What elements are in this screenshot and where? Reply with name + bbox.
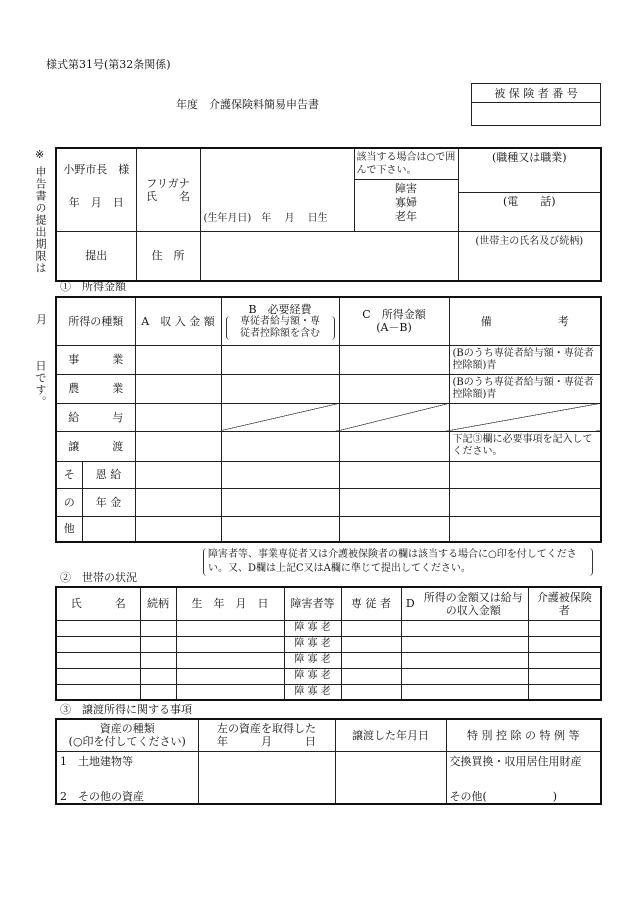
hh2-dependent[interactable] xyxy=(341,636,401,652)
section1-title: ① 所得金額 xyxy=(60,280,126,293)
address-label: 住 所 xyxy=(136,231,200,281)
acquired-header-line2: 年 月 日 xyxy=(217,735,316,749)
addressee: 小野市長 様 xyxy=(63,163,130,176)
hh1-insured[interactable] xyxy=(528,620,601,636)
asset-type-header-line1: 資産の種類 xyxy=(99,722,155,736)
asset-type-header xyxy=(56,719,198,751)
form-number: 様式第31号(第32条関係) xyxy=(46,58,171,71)
pension-benefit-b[interactable] xyxy=(221,461,339,488)
other-c[interactable] xyxy=(339,516,449,542)
hh3-insured[interactable] xyxy=(528,652,601,668)
asset-type-header-line2: (○印を付してください) xyxy=(68,735,186,749)
deadline-day: 日です。 xyxy=(34,360,47,408)
income-c-header-line1: C 所得金額 xyxy=(362,308,426,322)
other-char-1: そ xyxy=(56,461,82,488)
pension-remarks[interactable] xyxy=(449,488,601,516)
hh5-dependent[interactable] xyxy=(341,684,401,700)
remarks-header: 備 考 xyxy=(449,297,601,345)
acquired-header-line1: 左の資産を取得した xyxy=(217,722,316,736)
occupation-field[interactable] xyxy=(458,148,601,192)
hh1-status[interactable]: 障 寡 老 xyxy=(284,620,341,636)
household-table xyxy=(55,586,602,701)
hh5-status[interactable]: 障 寡 老 xyxy=(284,684,341,700)
transfer-note: 下記③欄に必要事項を記入してください。 xyxy=(449,431,601,461)
pension-a[interactable] xyxy=(135,488,221,516)
special-cell[interactable] xyxy=(446,751,601,804)
hh-disabled-header: 障害者等 xyxy=(284,587,341,620)
acquired-header xyxy=(198,719,335,751)
row-business: 事 業 xyxy=(56,345,135,374)
pension-benefit-a[interactable] xyxy=(135,461,221,488)
household-note: 障害者等、事業専従者又は介護被保険者の欄は該当する場合に○印を付してください。又、D欄は上記C又はA欄に準じて提出してください。 xyxy=(203,548,593,576)
other-char-3: 他 xyxy=(56,516,82,542)
income-b-header-line2: 専従者給与額・専 xyxy=(240,315,320,327)
addressee-cell xyxy=(56,148,136,231)
row-pension: 年 金 xyxy=(82,488,135,516)
hh4-birth[interactable] xyxy=(176,668,284,684)
hh-dependent-header: 専 従 者 xyxy=(341,587,401,620)
agriculture-c[interactable] xyxy=(339,374,449,403)
asset-type-cell[interactable] xyxy=(56,751,198,804)
householder-label: (世帯主の氏名及び続柄) xyxy=(475,235,584,247)
hh4-name[interactable] xyxy=(56,668,140,684)
salary-b-crossed xyxy=(221,403,339,431)
hh5-insured[interactable] xyxy=(528,684,601,700)
hh3-status[interactable]: 障 寡 老 xyxy=(284,652,341,668)
insured-number-box xyxy=(471,83,601,126)
hh2-income[interactable] xyxy=(401,636,528,652)
salary-remarks-crossed xyxy=(449,403,601,431)
special-exchange[interactable]: 交換買換・収用居住用財産 xyxy=(449,754,582,768)
note-mark: ※ xyxy=(35,148,45,161)
income-type-header: 所得の種類 xyxy=(56,297,135,345)
hh3-income[interactable] xyxy=(401,652,528,668)
transfer-date-header: 譲渡した年月日 xyxy=(335,719,446,751)
submit-cell xyxy=(56,231,136,281)
insured-number-field[interactable] xyxy=(472,103,601,126)
status-disabled[interactable]: 障害 xyxy=(395,182,417,195)
business-b[interactable] xyxy=(221,345,339,374)
salary-c-crossed xyxy=(339,403,449,431)
hh5-birth[interactable] xyxy=(176,684,284,700)
hh4-insured[interactable] xyxy=(528,668,601,684)
hh4-income[interactable] xyxy=(401,668,528,684)
asset-other[interactable]: 2 その他の資産 xyxy=(60,789,144,803)
submit-label: 提出 xyxy=(85,249,108,263)
submit-date: 年 月 日 xyxy=(68,196,124,209)
name-field[interactable] xyxy=(200,148,354,231)
income-c-header xyxy=(339,297,449,345)
applicant-table xyxy=(55,147,602,282)
other-b[interactable] xyxy=(221,516,339,542)
hh-relation-header: 続柄 xyxy=(140,587,176,620)
income-table xyxy=(55,296,602,543)
hh-birth-header: 生 年 月 日 xyxy=(176,587,284,620)
hh1-birth[interactable] xyxy=(176,620,284,636)
hh1-relation[interactable] xyxy=(140,620,176,636)
row-salary: 給 与 xyxy=(56,403,135,431)
agriculture-a[interactable] xyxy=(135,374,221,403)
householder-field[interactable] xyxy=(458,231,601,281)
hh1-dependent[interactable] xyxy=(341,620,401,636)
birthdate-label: (生年月日) 年 月 日生 xyxy=(203,212,328,224)
deadline-month: 月 xyxy=(36,313,47,326)
pension-benefit-c[interactable] xyxy=(339,461,449,488)
furigana-label: フリガナ xyxy=(146,176,190,190)
asset-land-building[interactable]: 1 土地建物等 xyxy=(60,754,133,768)
hh3-name[interactable] xyxy=(56,652,140,668)
hh3-birth[interactable] xyxy=(176,652,284,668)
status-elderly[interactable]: 老年 xyxy=(395,210,417,223)
hh4-status[interactable]: 障 寡 老 xyxy=(284,668,341,684)
agriculture-b[interactable] xyxy=(221,374,339,403)
agriculture-note: (Bのうち専従者給与額・専従者控除額)青 xyxy=(449,374,601,403)
other-a[interactable] xyxy=(135,516,221,542)
hh-income-header: 所得の金額又は給与の収入金額 xyxy=(419,587,528,620)
hh4-relation[interactable] xyxy=(140,668,176,684)
transfer-table xyxy=(55,718,602,805)
transfer-a[interactable] xyxy=(135,431,221,461)
hh-insured-header: 介護被保険者 xyxy=(528,587,601,620)
hh2-insured[interactable] xyxy=(528,636,601,652)
status-widow[interactable]: 寡婦 xyxy=(395,196,417,209)
income-a-header: A 収 入 金 額 xyxy=(135,297,221,345)
hh1-income[interactable] xyxy=(401,620,528,636)
hh5-name[interactable] xyxy=(56,684,140,700)
hh2-status[interactable]: 障 寡 老 xyxy=(284,636,341,652)
hh2-birth[interactable] xyxy=(176,636,284,652)
other-label-blank[interactable] xyxy=(82,516,135,542)
business-c[interactable] xyxy=(339,345,449,374)
form-title: 年度 介護保険料簡易申告書 xyxy=(176,98,319,111)
applicable-note: 該当する場合は○で囲んで下さい。 xyxy=(356,152,456,176)
other-char-2: の xyxy=(56,488,82,516)
special-header: 特 別 控 除 の 特 例 等 xyxy=(446,719,601,751)
hh2-name[interactable] xyxy=(56,636,140,652)
income-c-header-line2: (A－B) xyxy=(376,321,412,335)
section3-title: ③ 譲渡所得に関する事項 xyxy=(60,703,192,716)
income-b-header-line3: 従者控除額を含む xyxy=(240,327,320,339)
name-label: 氏 名 xyxy=(146,189,190,203)
business-note: (Bのうち専従者給与額・専従者控除額)青 xyxy=(449,345,601,374)
pension-c[interactable] xyxy=(339,488,449,516)
address-field[interactable] xyxy=(200,231,458,281)
transfer-b[interactable] xyxy=(221,431,339,461)
deadline-note: 申告書の提出期限は xyxy=(34,166,47,274)
status-cell[interactable] xyxy=(354,148,458,231)
pension-benefit-remarks[interactable] xyxy=(449,461,601,488)
phone-field[interactable] xyxy=(458,192,601,231)
row-transfer: 譲 渡 xyxy=(56,431,135,461)
hh4-dependent[interactable] xyxy=(341,668,401,684)
section2-title: ② 世帯の状況 xyxy=(60,571,137,584)
acquired-date-field[interactable] xyxy=(198,751,335,804)
business-a[interactable] xyxy=(135,345,221,374)
hh5-income[interactable] xyxy=(401,684,528,700)
hh-d-mark: D xyxy=(401,587,419,620)
hh2-relation[interactable] xyxy=(140,636,176,652)
hh3-relation[interactable] xyxy=(140,652,176,668)
row-agriculture: 農 業 xyxy=(56,374,135,403)
phone-label: (電 話) xyxy=(502,194,556,208)
hh5-relation[interactable] xyxy=(140,684,176,700)
special-other[interactable]: その他( ) xyxy=(449,789,558,803)
other-remarks[interactable] xyxy=(449,516,601,542)
income-b-header-line1: B 必要経費 xyxy=(248,302,312,316)
hh1-name[interactable] xyxy=(56,620,140,636)
name-label-cell xyxy=(136,148,200,231)
salary-a[interactable] xyxy=(135,403,221,431)
transfer-date-field[interactable] xyxy=(335,751,446,804)
insured-number-label: 被 保 険 者 番 号 xyxy=(472,84,601,103)
hh-name-header: 氏 名 xyxy=(56,587,140,620)
income-b-header xyxy=(221,297,339,345)
hh3-dependent[interactable] xyxy=(341,652,401,668)
occupation-label: (職種又は職業) xyxy=(491,151,567,164)
row-pension-benefit: 恩 給 xyxy=(82,461,135,488)
pension-b[interactable] xyxy=(221,488,339,516)
transfer-c[interactable] xyxy=(339,431,449,461)
